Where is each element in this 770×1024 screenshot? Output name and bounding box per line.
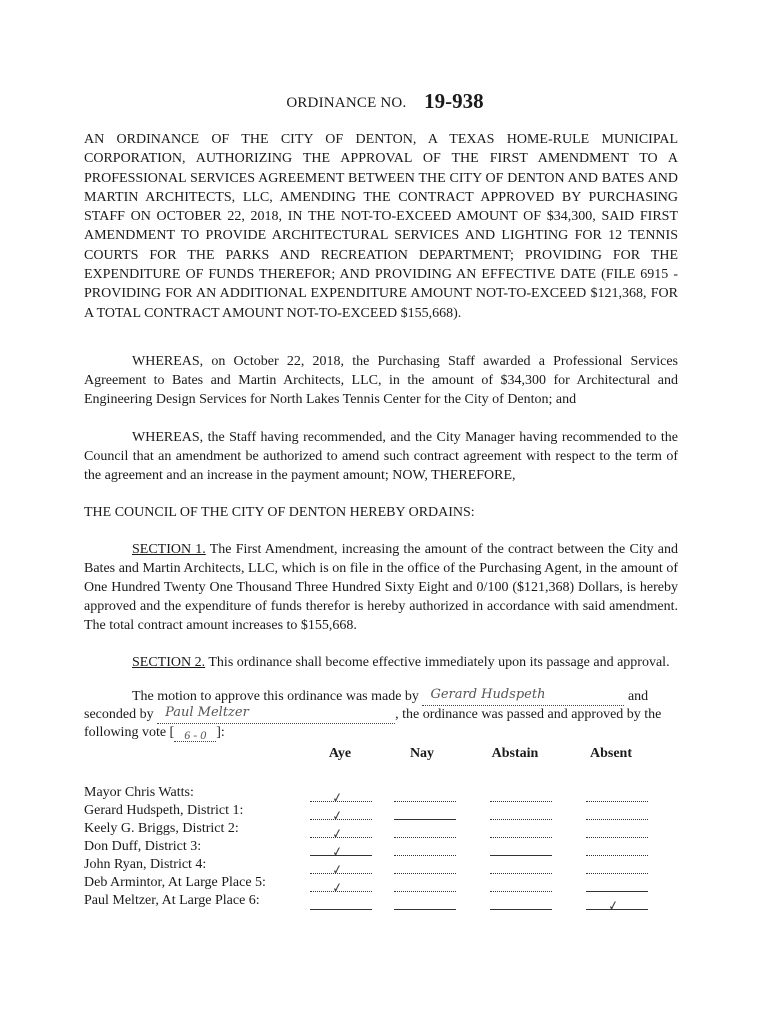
- nay-cell: [394, 815, 456, 820]
- absent-cell: [586, 797, 648, 802]
- motion-passed-text: , the ordinance was passed and approved by the: [395, 707, 662, 722]
- vote-row-duff: [84, 839, 684, 861]
- vote-prefix: following vote [: [84, 725, 175, 740]
- ordinance-number: 19-938: [424, 89, 484, 113]
- nay-cell: [394, 851, 456, 856]
- council-member-name: Deb Armintor, At Large Place 5:: [84, 875, 266, 890]
- check-mark-icon: ✓: [330, 790, 345, 807]
- absent-cell: [586, 869, 648, 874]
- aye-cell: [310, 862, 372, 879]
- ordinance-number-line: [0, 88, 770, 113]
- aye-cell: [310, 844, 372, 861]
- section-1: [84, 540, 678, 635]
- absent-cell: [586, 898, 648, 915]
- abstain-cell: [490, 851, 552, 856]
- motion-and-text: and: [627, 689, 649, 704]
- abstain-cell: [490, 833, 552, 838]
- vote-suffix: ]:: [216, 725, 225, 740]
- motion-line-2: [84, 706, 678, 724]
- whereas-paragraph-2: WHEREAS, the Staff having recommended, and the City Manager having recommended to the Council that an amendment be authorized to amend such contract agreement with respect to the term of the agreement and an increase in the payment amount; NOW, THEREFORE,: [84, 430, 678, 483]
- council-member-name: Gerard Hudspeth, District 1:: [84, 803, 244, 818]
- section-2-text: This ordinance shall become effective immediately upon its passage and approval.: [205, 655, 670, 670]
- vote-row-ryan: [84, 857, 684, 879]
- aye-cell: [310, 790, 372, 807]
- abstain-cell: [490, 887, 552, 892]
- vote-count: 6 - 0: [174, 726, 216, 742]
- motion-seconder-signature-field: [157, 705, 395, 724]
- nay-cell: [394, 797, 456, 802]
- aye-cell: [310, 826, 372, 843]
- check-mark-icon: ✓: [330, 844, 345, 861]
- ordinance-label: ORDINANCE NO.: [286, 95, 407, 111]
- nay-cell: [394, 905, 456, 910]
- abstain-cell: [490, 815, 552, 820]
- column-abstain: Abstain: [491, 746, 539, 761]
- abstain-cell: [490, 869, 552, 874]
- section-2: [84, 653, 678, 672]
- council-member-name: Don Duff, District 3:: [84, 839, 202, 854]
- council-member-name: Keely G. Briggs, District 2:: [84, 821, 239, 836]
- section-1-heading: SECTION 1.: [132, 542, 206, 557]
- motion-line-3: [84, 724, 678, 742]
- absent-cell: [586, 887, 648, 892]
- abstain-cell: [490, 797, 552, 802]
- vote-row-hudspeth: [84, 803, 684, 825]
- ordinance-caption: AN ORDINANCE OF THE CITY OF DENTON, A TEXAS HOME-RULE MUNICIPAL CORPORATION, AUTHORIZING THE APPROVAL OF THE FIRST AMENDMENT TO A PROFESSIONAL SERVICES AGREEMENT BETWEEN THE CITY OF DENTON AND BATES AND MARTIN ARCHITECTS, LLC, AMENDING THE CONTRACT APPROVED BY PURCHASING STAFF ON OCTOBER 22, 2018, IN THE NOT-TO-EXCEED AMOUNT OF $34,300, SAID FIRST AMENDMENT TO PROVIDE ARCHITECTURAL SERVICES AND LIGHTING FOR 12 TENNIS COURTS FOR THE PARKS AND RECREATION DEPARTMENT; PROVIDING FOR THE EXPENDITURE OF FUNDS THEREFOR; AND PROVIDING AN EFFECTIVE DATE (FILE 6915 - PROVIDING FOR AN ADDITIONAL EXPENDITURE AMOUNT NOT-TO-EXCEED $121,368, FOR A TOTAL CONTRACT AMOUNT NOT-TO-EXCEED $155,668).: [84, 132, 678, 321]
- nay-cell: [394, 869, 456, 874]
- motion-made-by-text: The motion to approve this ordinance was made by: [132, 689, 419, 704]
- aye-cell: [310, 905, 372, 910]
- motion-maker-signature-field: [422, 687, 624, 706]
- ordains-heading: THE COUNCIL OF THE CITY OF DENTON HEREBY ORDAINS:: [84, 505, 475, 520]
- council-member-name: Paul Meltzer, At Large Place 6:: [84, 893, 260, 908]
- absent-cell: [586, 815, 648, 820]
- motion-maker-signature: Gerard Hudspeth: [430, 687, 546, 702]
- section-2-heading: SECTION 2.: [132, 655, 206, 670]
- vote-row-briggs: [84, 821, 684, 843]
- vote-row-meltzer: [84, 893, 684, 915]
- nay-cell: [394, 833, 456, 838]
- check-mark-icon: ✓: [330, 862, 345, 879]
- aye-cell: [310, 808, 372, 825]
- motion-seconder-signature: Paul Meltzer: [165, 705, 249, 720]
- abstain-cell: [490, 905, 552, 910]
- vote-row-armintor: [84, 875, 684, 897]
- whereas-paragraph-1: WHEREAS, on October 22, 2018, the Purchasing Staff awarded a Professional Services Agreement to Bates and Martin Architects, LLC, in the amount of $34,300 for Architectural and Engineering Design Services for North Lakes Tennis Center for the City of Denton; and: [84, 354, 678, 407]
- vote-row-watts: [84, 785, 684, 807]
- nay-cell: [394, 887, 456, 892]
- check-mark-icon: ✓: [330, 880, 345, 897]
- absent-cell: [586, 851, 648, 856]
- motion-seconded-text: seconded by: [84, 707, 154, 722]
- column-absent: Absent: [589, 746, 632, 761]
- section-1-text: The First Amendment, increasing the amount of the contract between the City and Bates and Martin Architects, LLC, which is on file in the office of the Purchasing Agent, in the amount of One Hundred Twenty One Thousand Three Hundred Sixty Eight and 0/100 ($121,368) Dollars, is hereby approved and the expenditure of funds therefor is hereby authorized in accordance with said amendment. The total contract amount increases to $155,668.: [84, 542, 678, 633]
- absent-cell: [586, 833, 648, 838]
- column-nay: Nay: [409, 746, 435, 761]
- aye-cell: [310, 880, 372, 897]
- check-mark-icon: ✓: [330, 808, 345, 825]
- council-member-name: Mayor Chris Watts:: [84, 785, 194, 800]
- check-mark-icon: ✓: [606, 898, 621, 915]
- council-member-name: John Ryan, District 4:: [84, 857, 207, 872]
- check-mark-icon: ✓: [330, 826, 345, 843]
- column-aye: Aye: [328, 746, 352, 761]
